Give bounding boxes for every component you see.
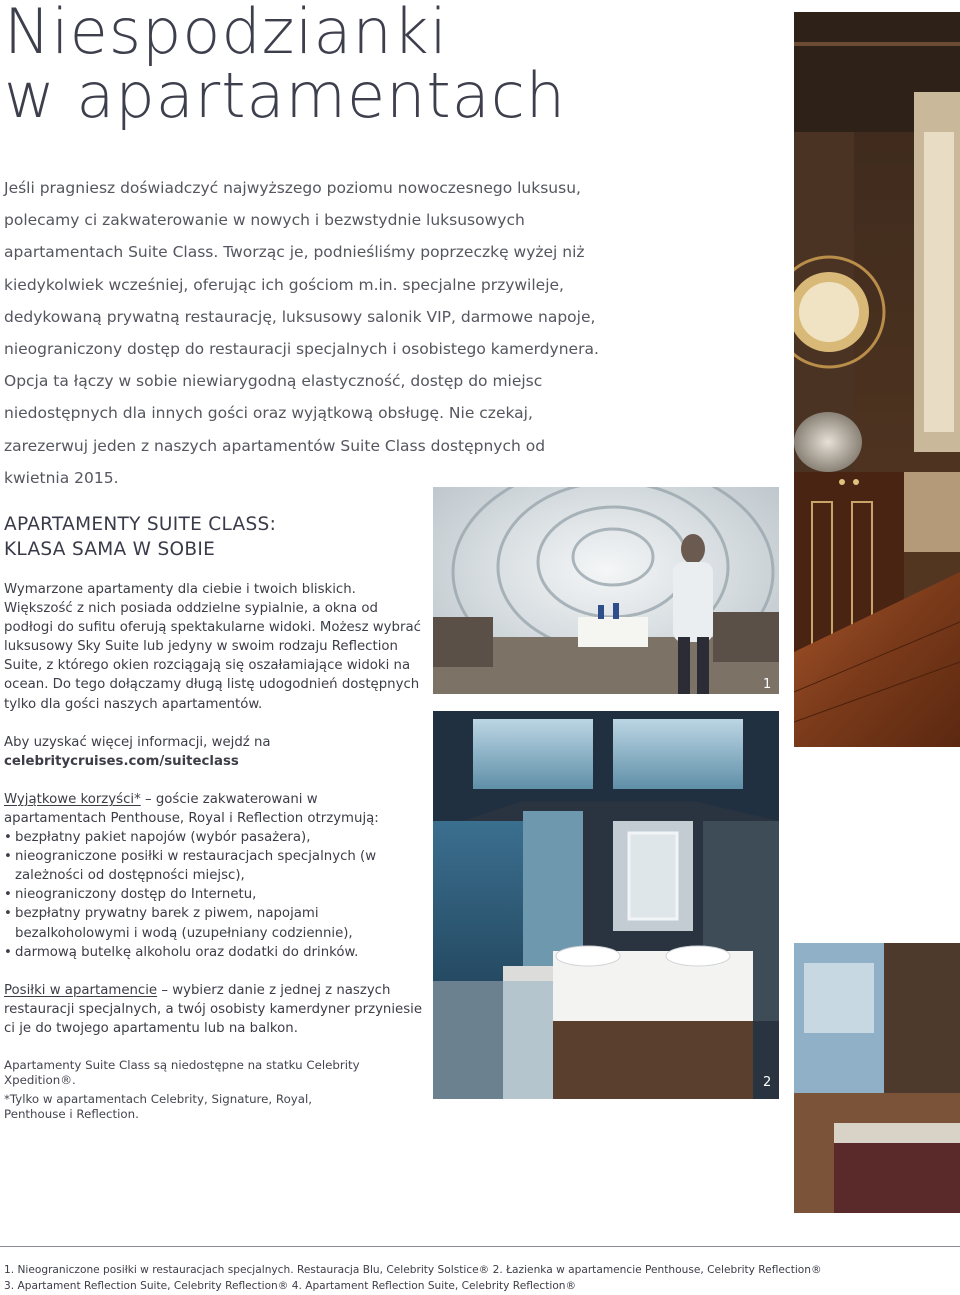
benefit-item: • nieograniczone posiłki w restauracjach specjalnych (w zależności od dostępności miejsc), [4,847,424,885]
section-title-line1: APARTAMENTY SUITE CLASS: [4,514,277,535]
benefits-label: Wyjątkowe korzyści* [4,791,141,807]
suite-interior-image [794,12,960,747]
info-line [4,733,424,771]
meals-label: Posiłki w apartamencie [4,982,158,998]
bathroom-image [433,711,779,1099]
benefits-intro [4,790,424,828]
info-text: Aby uzyskać więcej informacji, wejdź na [4,734,271,750]
suite-interior-photo [794,12,960,747]
bathroom-photo [433,711,779,1099]
photo-caption-line2: 3. Apartament Reflection Suite, Celebrity Reflection® 4. Apartament Reflection Suite, Celebrity Reflection® [4,1280,577,1292]
intro-paragraph: Jeśli pragniesz doświadczyć najwyższego poziomu nowoczesnego luksusu, polecamy ci zakwaterowanie w nowych i bezwstydnie luksusowych apartamentach Suite Class. Tworząc je, podnieśliśmy poprzeczkę wyżej niż kiedykolwiek wcześniej, oferując ich gościom m.in. specjalne przywileje, dedykowaną prywatną restaurację, luksusowy salonik VIP, darmowe napoje, nieograniczony dostęp do restauracji specjalnych i osobistego kamerdynera. Opcja ta łączy w sobie niewiarygodną elastyczność, dostęp do miejsc niedostępnych dla innych gości oraz wyjątkową obsługę. Nie czekaj, zarezerwuj jeden z naszych apartamentów Suite Class dostępnych od kwietnia 2015. [4,179,599,487]
suite-body: Większość z nich posiada oddzielne sypialnie, a okna od podłogi do sufitu oferują spektakularne widoki. Możesz wybrać luksusowy Sky Suite lub jedyny w swoim rodzaju Reflection Suite, z którego okien rozciągają się oszałamiające widoki na ocean. Do tego dołączamy długą listę udogodnień dostępnych tylko dla gości naszych apartamentów. [4,601,421,712]
suiteclass-link[interactable]: celebritycruises.com/suiteclass [4,753,239,769]
photo-caption-line1: 1. Nieograniczone posiłki w restauracjach specjalnych. Restauracja Blu, Celebrity Solstice® 2. Łazienka w apartamencie Penthouse, Celebrity Reflection® [4,1264,822,1276]
availability-note: Apartamenty Suite Class są niedostępne na statku Celebrity Xpedition®. [4,1057,360,1087]
restaurant-image [433,487,779,694]
photo-number-1: 1 [763,677,772,692]
reflection-suite-image [794,943,960,1213]
page-title-line2: w apartamentach [4,59,567,132]
restaurant-photo [433,487,779,694]
meals-text: – wybierz danie z jednej z naszych restauracji specjalnych, a twój osobisty kamerdyner przyniesie ci je do twojego apartamentu lub na balkon. [4,982,423,1036]
section-title-line2: KLASA SAMA W SOBIE [4,539,216,560]
benefit-item: • nieograniczony dostęp do Internetu, [4,885,424,904]
benefit-item: • darmową butelkę alkoholu oraz dodatki do drinków. [4,943,424,962]
photo-number-2: 2 [763,1075,772,1090]
page-title [4,0,567,132]
reflection-suite-photo [794,943,960,1213]
suite-description [4,580,424,1122]
footnote: *Tylko w apartamentach Celebrity, Signature, Royal, Penthouse i Reflection. [4,1091,313,1121]
caption-divider [0,1246,960,1247]
benefits-intro-text: – goście zakwaterowani w apartamentach Penthouse, Royal i Reflection otrzymują: [4,791,379,826]
benefit-item: • bezpłatny pakiet napojów (wybór pasażera), [4,828,424,847]
page-title-line1: Niespodzianki [4,0,448,68]
section-heading [4,512,424,562]
lead-sentence: Wymarzone apartamenty dla ciebie i twoich bliskich. [4,582,356,597]
benefits-list [4,828,424,962]
meals-paragraph [4,981,424,1038]
benefit-item: • bezpłatny prywatny barek z piwem, napojami bezalkoholowymi i wodą (uzupełniany codziennie), [4,904,424,942]
